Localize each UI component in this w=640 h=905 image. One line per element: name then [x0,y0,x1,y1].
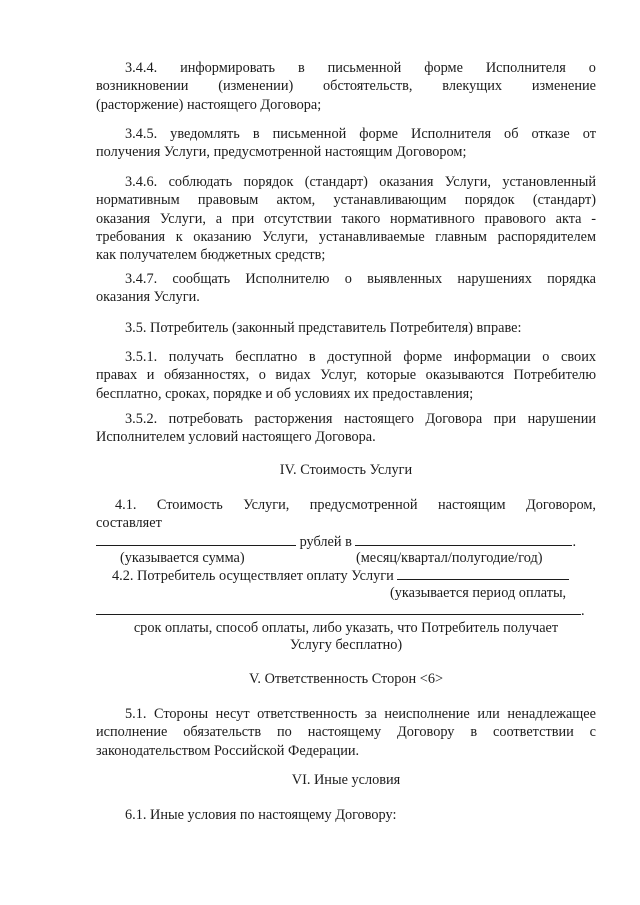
para-3-5-1: 3.5.1. получать бесплатно в доступной форме информации о своих правах и обязанностях, о видах Услуг, которые оказываются Потребителю бесплатно, сроках, порядке и об условиях их предоставления; [96,349,596,402]
para-3-5-2: 3.5.2. потребовать расторжения настоящего Договора при нарушении Исполнителем условий настоящего Договора. [96,411,596,446]
payment-hint-2: срок оплаты, способ оплаты, либо указать, что Потребитель получает [133,620,559,636]
para-5-1: 5.1. Стороны несут ответственность за неисполнение или ненадлежащее исполнение обязательств по настоящему Договору в соответствии с законодательством Российской Федерации. [96,706,596,759]
para-3-4-5: 3.4.5. уведомлять в письменной форме Исполнителя об отказе от получения Услуги, предусмотренной настоящим Договором; [96,126,596,161]
payment-hint-3: Услугу бесплатно) [289,637,403,653]
amount-line: рублей в . [96,532,576,551]
payment-hint-1: (указывается период оплаты, [390,585,567,601]
section-iv-heading: IV. Стоимость Услуги [279,462,413,478]
amount-hint: (указывается сумма) [120,550,245,566]
payment-details-blank[interactable] [96,601,581,615]
payment-line: . [96,601,585,620]
para-3-5: 3.5. Потребитель (законный представитель Потребителя) вправе: [125,320,522,336]
para-3-4-6: 3.4.6. соблюдать порядок (стандарт) оказания Услуги, установленный нормативным правовым актом, устанавливающим порядок (стандарт) оказания Услуги, а при отсутствии такого нормативного правового акта - требования к оказанию Услуги, устанавливаемые главным распорядителем как получателем бюджетных средств; [96,174,596,264]
para-3-4-4: 3.4.4. информировать в письменной форме Исполнителя о возникновении (изменении) обстоятельств, влекущих изменение (расторжение) настоящего Договора; [96,60,596,113]
payment-period-blank[interactable] [397,566,569,580]
para-3-4-7: 3.4.7. сообщать Исполнителю о выявленных нарушениях порядка оказания Услуги. [96,271,596,306]
para-4-1: 4.1. Стоимость Услуги, предусмотренной настоящим Договором, составляет [96,497,596,532]
period-hint: (месяц/квартал/полугодие/год) [356,550,543,566]
para-6-1: 6.1. Иные условия по настоящему Договору: [125,807,397,823]
section-v-heading: V. Ответственность Сторон <6> [248,671,444,687]
amount-blank[interactable] [96,532,296,546]
section-vi-heading: VI. Иные условия [291,772,401,788]
para-4-2: 4.2. Потребитель осуществляет оплату Услуги [112,566,569,585]
period-blank[interactable] [355,532,572,546]
